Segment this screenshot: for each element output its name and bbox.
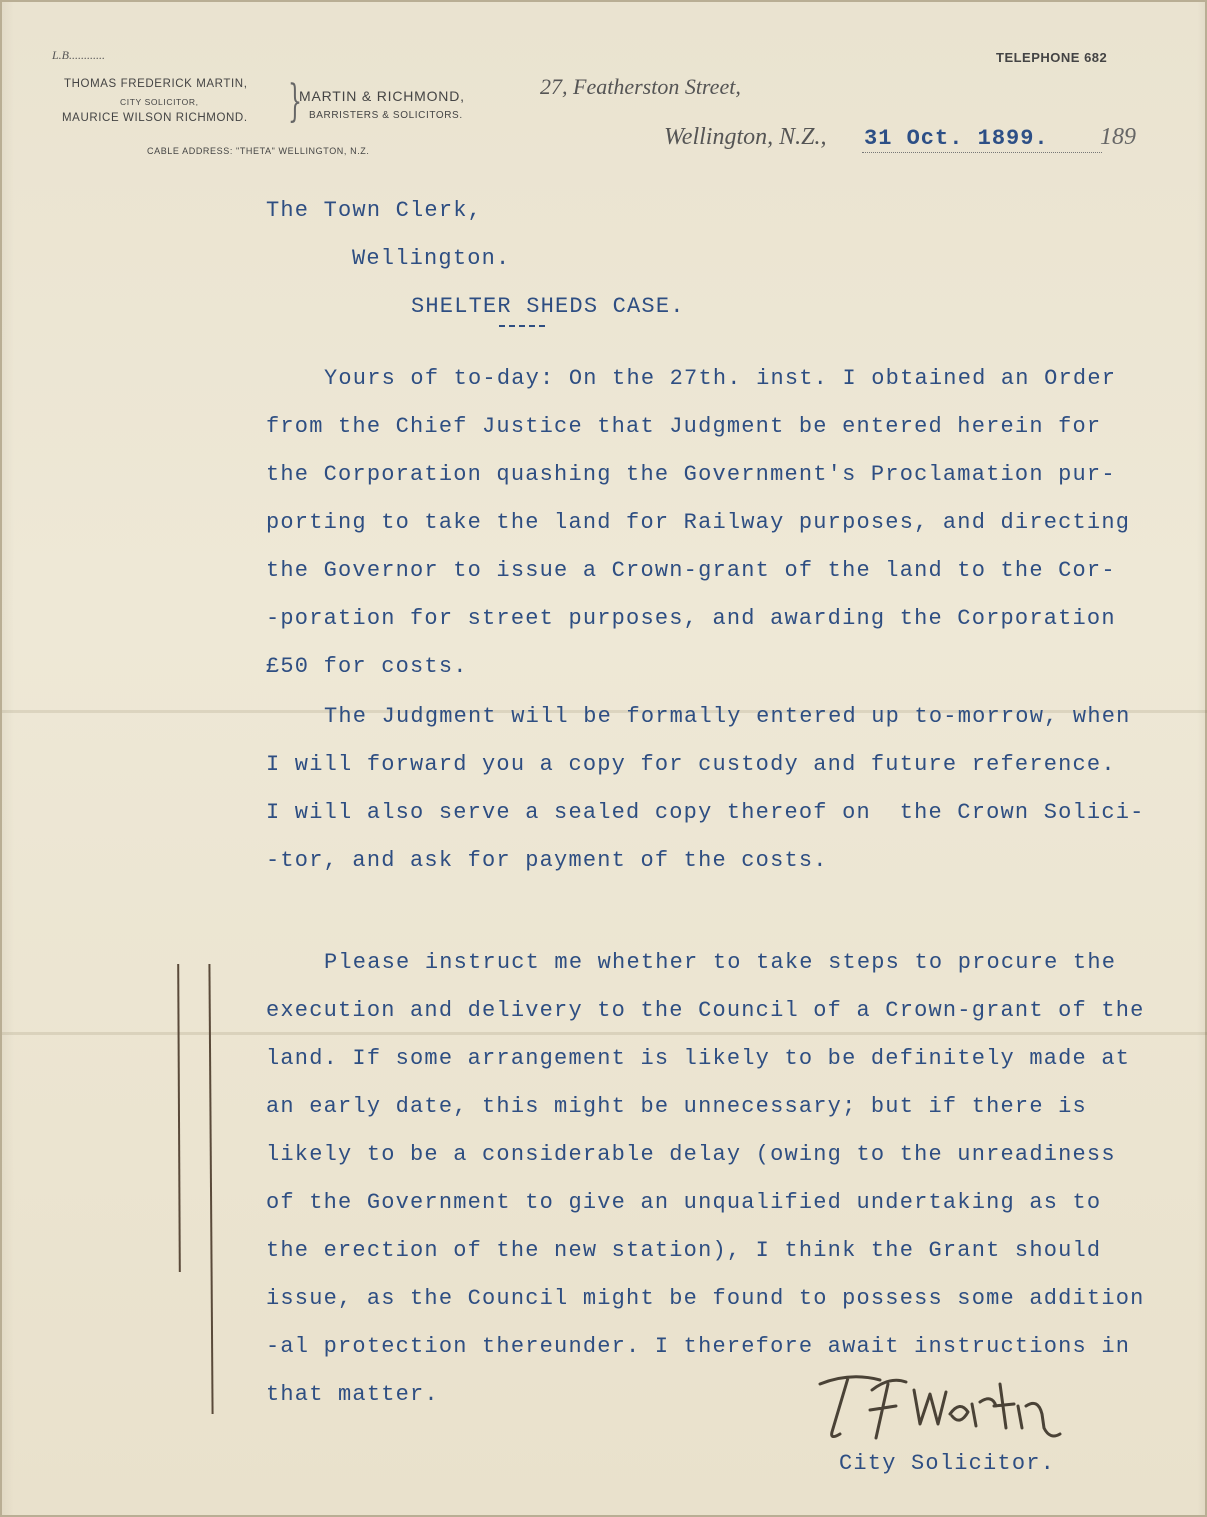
date-dotted-line [862,152,1102,153]
addressee-line-2: Wellington. [352,246,511,271]
body-line: issue, as the Council might be found to possess some addition [266,1286,1145,1311]
firm-role: BARRISTERS & SOLICITORS. [309,110,463,121]
addressee-line-1: The Town Clerk, [266,198,483,223]
partner-role-1: CITY SOLICITOR, [120,97,199,107]
pencil-margin-mark [177,964,181,1272]
body-line: The Judgment will be formally entered up to-morrow, when [324,704,1131,729]
body-line: Please instruct me whether to take steps to procure the [324,950,1117,975]
body-line: an early date, this might be unnecessary; but if there is [266,1094,1087,1119]
partner-name-2: MAURICE WILSON RICHMOND. [62,112,248,124]
body-line: -al protection thereunder. I therefore await instructions in [266,1334,1131,1359]
body-line: that matter. [266,1382,439,1407]
body-line: Yours of to-day: On the 27th. inst. I obtained an Order [324,366,1117,391]
body-line: of the Government to give an unqualified undertaking as to [266,1190,1102,1215]
year-prefix: 189 [1100,124,1136,150]
body-line: I will forward you a copy for custody and future reference. [266,752,1116,777]
body-line: likely to be a considerable delay (owing to the unreadiness [266,1142,1116,1167]
firm-name: MARTIN & RICHMOND, [299,88,465,104]
body-line: I will also serve a sealed copy thereof on the Crown Solici- [266,800,1145,825]
body-line: the Corporation quashing the Government's Proclamation pur- [266,462,1116,487]
body-line: the erection of the new station), I think the Grant should [266,1238,1102,1263]
body-line: the Governor to issue a Crown-grant of the land to the Cor- [266,558,1116,583]
letter-date: 31 Oct. 1899. [864,126,1049,151]
cable-address: CABLE ADDRESS: "THETA" WELLINGTON, N.Z. [147,146,370,156]
city-line: Wellington, N.Z., [664,124,827,150]
body-line: from the Chief Justice that Judgment be entered herein for [266,414,1102,439]
body-line: porting to take the land for Railway purposes, and directing [266,510,1131,535]
street-address: 27, Featherston Street, [540,74,741,99]
subject-heading: SHELTER SHEDS CASE. [411,294,685,319]
brace-divider: } [288,76,302,127]
telephone-number: TELEPHONE 682 [996,50,1108,65]
partner-name-1: THOMAS FREDERICK MARTIN, [64,78,248,90]
body-line: land. If some arrangement is likely to be definitely made at [266,1046,1131,1071]
body-line: execution and delivery to the Council of a Crown-grant of the [266,998,1145,1023]
letter-book-ref: L.B............ [52,48,106,62]
body-line: £50 for costs. [266,654,468,679]
body-line: -poration for street purposes, and awarding the Corporation [266,606,1116,631]
body-line: -tor, and ask for payment of the costs. [266,848,828,873]
fold-line [2,1032,1207,1035]
subject-underline [499,325,545,327]
signoff-title: City Solicitor. [839,1451,1056,1476]
handwritten-signature [810,1354,1070,1444]
